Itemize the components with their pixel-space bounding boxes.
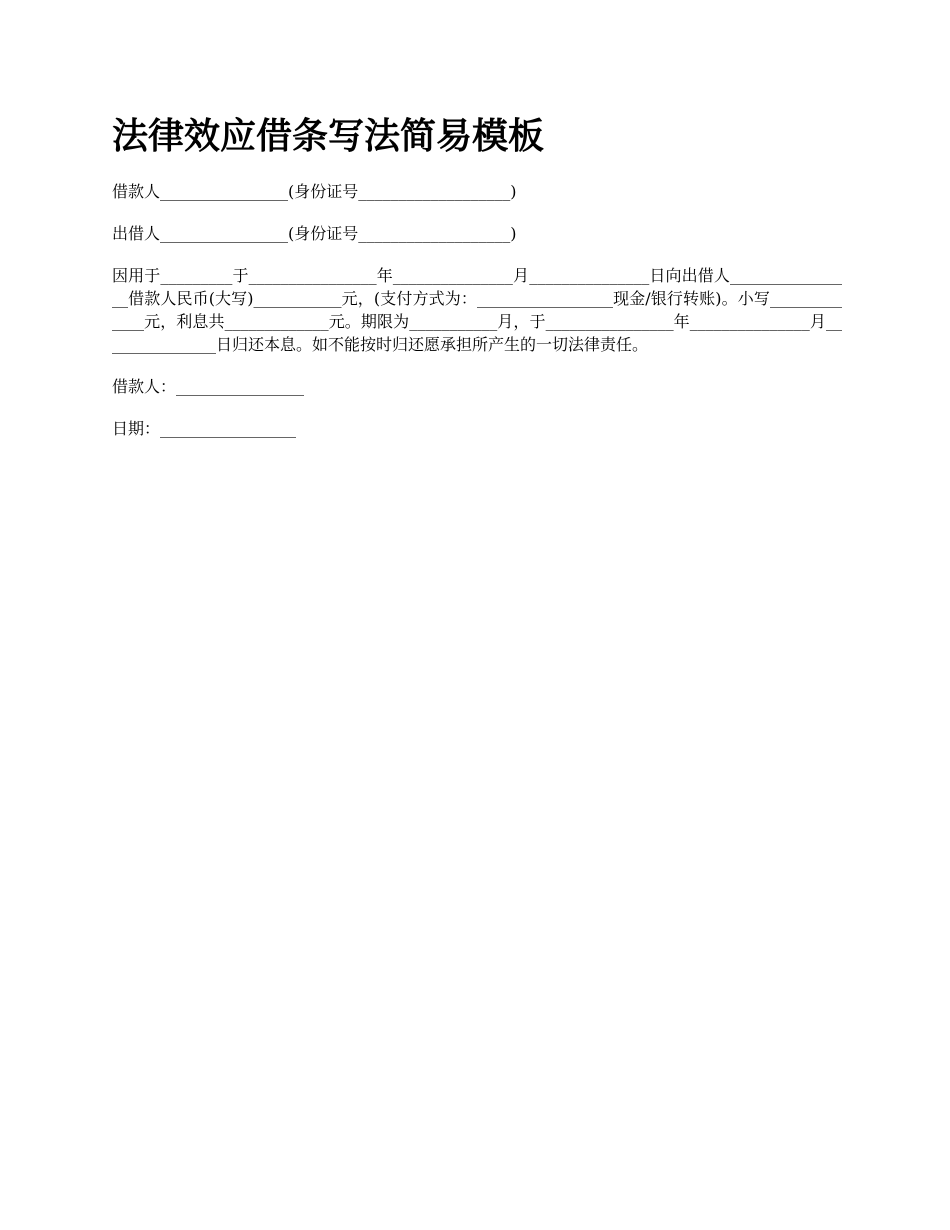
date-line: 日期：_________________	[112, 419, 297, 438]
document-title: 法律效应借条写法简易模板	[112, 115, 545, 157]
loan-terms-paragraph: 因用于_________于________________年_______________月_______________日向出借人________________借款人民币(大写)___________元，(支付方式为：_________________现金/银行转账)。小写_____________元，利息共_____________元。期限为___________月，于________________年_______________月_______________日归还本息。如不能按时归还愿承担所产生的一切法律责任。	[112, 266, 842, 354]
borrower-line: 借款人________________(身份证号___________________)	[112, 182, 517, 201]
lender-line: 出借人________________(身份证号___________________)	[112, 224, 517, 243]
document-page	[112, 112, 842, 459]
borrower-signature-line: 借款人：________________	[112, 377, 305, 396]
